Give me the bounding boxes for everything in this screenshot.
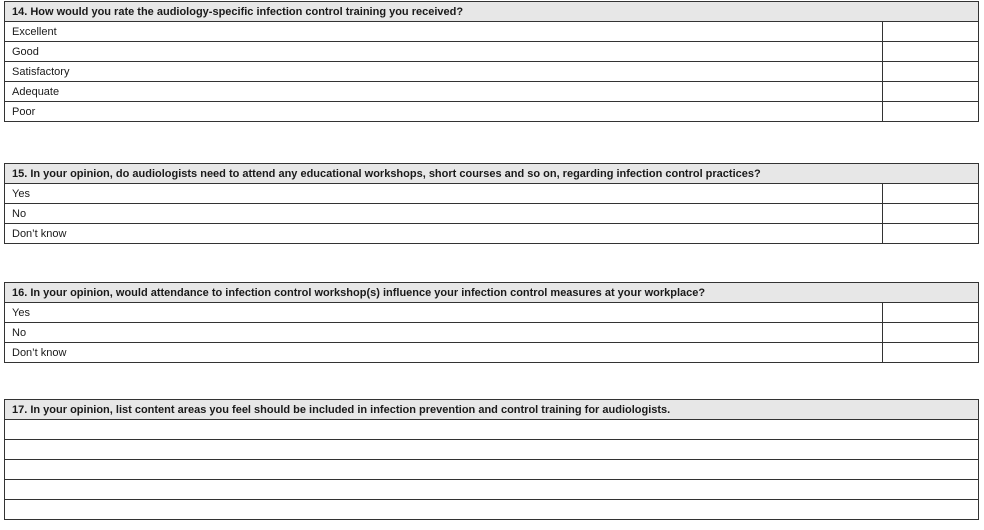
free-text-input[interactable] (5, 420, 979, 440)
question-16-header (5, 283, 979, 303)
free-text-input[interactable] (5, 440, 979, 460)
option-label: Excellent (5, 22, 883, 42)
answer-box-good[interactable] (883, 42, 979, 62)
question-17-table (4, 399, 979, 520)
answer-box-no[interactable] (883, 323, 979, 343)
free-text-line (5, 480, 979, 500)
option-row (5, 323, 979, 343)
option-row (5, 343, 979, 363)
answer-box-yes[interactable] (883, 303, 979, 323)
free-text-line (5, 420, 979, 440)
option-label: Don’t know (5, 224, 883, 244)
option-label: Adequate (5, 82, 883, 102)
option-label: Poor (5, 102, 883, 122)
option-row (5, 224, 979, 244)
option-label: Yes (5, 303, 883, 323)
option-label: Good (5, 42, 883, 62)
question-14-text: 14. How would you rate the audiology-specific infection control training you received? (5, 2, 979, 22)
question-15-table (4, 163, 979, 244)
answer-box-no[interactable] (883, 204, 979, 224)
free-text-input[interactable] (5, 480, 979, 500)
free-text-line (5, 440, 979, 460)
option-row (5, 184, 979, 204)
free-text-input[interactable] (5, 460, 979, 480)
option-row (5, 102, 979, 122)
option-label: No (5, 204, 883, 224)
answer-box-satisfactory[interactable] (883, 62, 979, 82)
option-row (5, 82, 979, 102)
question-16-text: 16. In your opinion, would attendance to infection control workshop(s) influence your infection control measures at your workplace? (5, 283, 979, 303)
answer-box-dont-know[interactable] (883, 224, 979, 244)
question-14-table (4, 1, 979, 122)
option-label: Yes (5, 184, 883, 204)
answer-box-dont-know[interactable] (883, 343, 979, 363)
option-label: No (5, 323, 883, 343)
free-text-input[interactable] (5, 500, 979, 520)
question-16-table (4, 282, 979, 363)
answer-box-excellent[interactable] (883, 22, 979, 42)
question-15-text: 15. In your opinion, do audiologists need to attend any educational workshops, short courses and so on, regarding infection control practices? (5, 164, 979, 184)
option-row (5, 204, 979, 224)
answer-box-adequate[interactable] (883, 82, 979, 102)
option-row (5, 22, 979, 42)
option-label: Don’t know (5, 343, 883, 363)
question-14-header (5, 2, 979, 22)
answer-box-yes[interactable] (883, 184, 979, 204)
question-15-header (5, 164, 979, 184)
option-row (5, 62, 979, 82)
free-text-line (5, 500, 979, 520)
free-text-line (5, 460, 979, 480)
option-row (5, 303, 979, 323)
question-17-header (5, 400, 979, 420)
option-label: Satisfactory (5, 62, 883, 82)
option-row (5, 42, 979, 62)
question-17-text: 17. In your opinion, list content areas you feel should be included in infection prevention and control training for audiologists. (5, 400, 979, 420)
answer-box-poor[interactable] (883, 102, 979, 122)
